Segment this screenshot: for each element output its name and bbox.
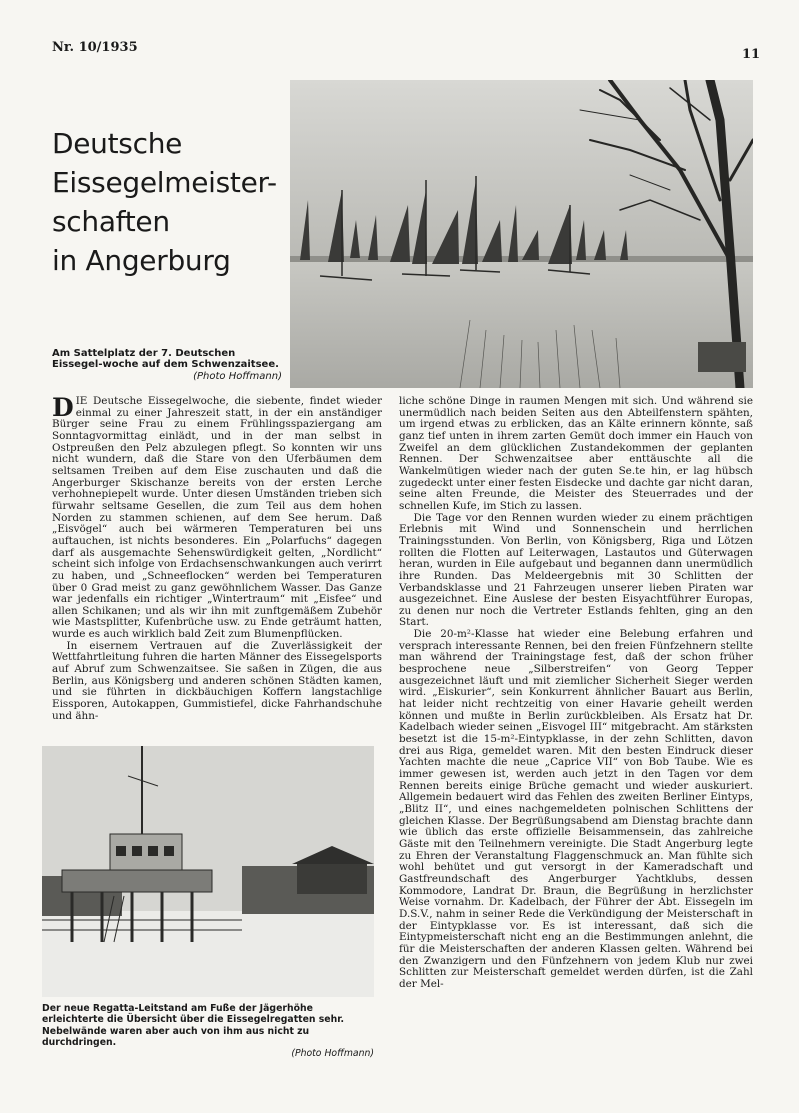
top-photo-caption xyxy=(52,348,282,382)
photo-credit: (Photo Hoffmann) xyxy=(193,370,282,382)
paragraph: liche schöne Dinge in raumen Mengen mit sich. Und während sie unermüdlich nach beiden Seiten aus den Abteilfenstern spähten, um irgend etwas zu erblicken, das an Kälte erinnern könnte, saß ganz tief unten in ihrem zarten Gemüt doch immer ein Hauch von Zweifel an dem glücklichen Zustandekommen der geplanten Rennen. Der Schwenzaitsee aber enttäuschte all die Wankelmütigen wieder nach der guten Se.te hin, er lag hübsch zugedeckt unter einer festen Eisdecke und dachte gar nicht daran, seine alten Freunde, die Meister des Steuerrades und der schnellen Kufe, im Stich zu lassen. xyxy=(399,396,753,512)
regatta-tower-photo xyxy=(42,746,374,997)
paragraph-text: IE Deutsche Eissegelwoche, die siebente, findet wieder einmal zu einer Jahreszeit statt, in der ein anständiger Bürger seine Frau zu einem Frühlingsspaziergang am Sonntagvormittag einlädt, und in der man selbst in Ostpreußen den Pelz abzulegen pflegt. So konnten wir uns nicht wundern, daß die Stare von den Uferbäumen dem seltsamen Treiben auf dem Eise zuschauten und daß die Angerburger Skischanze bereits von der ersten Lerche verhohnepiepelt wurde. Unter diesen Umständen trieben sich fürwahr seltsame Gesellen, die zum Teil aus dem hohen Norden zu stammen schienen, auf dem See herum. Daß „Eisvögel“ auch bei wärmeren Temperaturen bei uns auftauchen, ist nichts besonderes. Ein „Polarfuchs“ dagegen darf als ausgemachte Sehenswürdigkeit gelten, „Nordlicht“ scheint sich infolge von Erdachsenschwankungen auch verirrt zu haben, und „Schneeflocken“ werden bei Temperaturen über 0 Grad meist zu ganz gewöhnlichem Wasser. Das Ganze war jedenfalls ein richtiger „Wintertraum“ mit „Eisfee“ und allen Schikanen; und als wir ihn mit zunftgemäßem Zubehör wie Mastsplitter, Kufenbrüche usw. zu Ende geträumt hatten, wurde es auch wirklich bald Zeit zum Blumenpflücken. xyxy=(52,396,382,641)
paragraph xyxy=(52,396,382,641)
title-line: Eissegelmeister- xyxy=(52,166,277,199)
caption-text: Der neue Regatta-Leitstand am Fuße der Jägerhöhe erleichterte die Übersicht über die Eissegelregatten sehr. Nebelwände waren aber auch von ihm aus nicht zu durchdringen. xyxy=(42,1003,344,1048)
paragraph: In eisernem Vertrauen auf die Zuverlässigkeit der Wettfahrtleitung fuhren die harten Männer des Eissegelsports auf Abruf zum Schwenzaitsee. Sie saßen in Zügen, die aus Berlin, aus Königsberg und anderen schönen Städten kamen, und sie führten in dickbäuchigen Koffern langstachlige Eissporen, Autokappen, Gummistiefel, dicke Fahrhandschuhe und ähn- xyxy=(52,639,382,722)
caption-text: Am Sattelplatz der 7. Deutschen Eissegel-woche auf dem Schwenzaitsee. xyxy=(52,348,279,371)
ice-yachts-photo xyxy=(290,80,753,388)
drop-cap: D xyxy=(52,396,74,422)
article-column-right xyxy=(399,396,753,1068)
bottom-photo-caption xyxy=(42,1003,374,1059)
paragraph: Die 20-m²-Klasse hat wieder eine Belebung erfahren und versprach interessante Rennen, bei den freien Fünfzehnern stellte man während der Trainingstage fest, daß der schon früher besprochene neue „Silberstreifen“ von Georg Tepper ausgezeichnet läuft und mit ziemlicher Sicherheit Sieger werden wird. „Eiskurier“, sein Konkurrent ähnlicher Bauart aus Berlin, hat leider nicht rechtzeitig von einer Havarie geheilt werden können und mußte in Berlin zurückbleiben. Als Ersatz hat Dr. Kadelbach wieder seinen „Eisvogel III“ mitgebracht. Am stärksten besetzt ist die 15-m²-Eintypklasse, in der zehn Schlitten, davon drei aus Riga, gemeldet waren. Mit den besten Eindruck dieser Yachten machte die neue „Caprice VII“ von Bob Taube. Wie es immer gewesen ist, werden auch jetzt in den Tagen vor dem Rennen bereits einige Brüche gemacht und wieder auskuriert. Allgemein bedauert wird das Fehlen des zweiten Berliner Eintyps, „Blitz II“, und eines nachgemeldeten polnischen Schlittens der gleichen Klasse. Der Begrüßungsabend am Dienstag brachte dann wie üblich das erste offizielle Beisammensein, das zahlreiche Gäste mit den Teilnehmern vereinigte. Die Stadt Angerburg legte zu Ehren der Veranstaltung Flaggenschmuck an. Man fühlte sich wohl behütet und gut versorgt in der Kameradschaft und Gastfreundschaft des Angerburger Yachtklubs, dessen Kommodore, Landrat Dr. Braun, die Begrüßung in herzlichster Weise vornahm. Dr. Kadelbach, der Führer der Abt. Eissegeln im D.S.V., nahm in seiner Rede die Verkündigung der Meisterschaft in der Eintypklasse vor. Es ist interessant, daß sich die Eintypmeisterschaft nicht eng an die Bestimmungen anlehnt, die für die Meisterschaften der anderen Klassen gelten. Während bei den Zwanzigern und den Fünfzehnern von jedem Klub nur zwei Schlitten zur Meisterschaft gemeldet werden dürfen, ist die Zahl der Mel- xyxy=(399,628,753,990)
page-number: 11 xyxy=(742,47,761,62)
title-line: schaften xyxy=(52,205,170,238)
photo-credit: (Photo Hoffmann) xyxy=(291,1048,374,1060)
article-column-left xyxy=(52,396,382,742)
paragraph: Die Tage vor den Rennen wurden wieder zu einem prächtigen Erlebnis mit Wind und Sonnenschein und herrlichen Trainingsstunden. Von Berlin, von Königsberg, Riga und Lötzen rollten die Flotten auf Leiterwagen, Lastautos und Güterwagen heran, wurden in Eile aufgebaut und begannen dann unermüdlich ihre Runden. Das Meldeergebnis mit 30 Schlitten der Verbandsklasse und 21 Fahrzeugen unserer lieben Piraten war ausgezeichnet. Eine Auslese der besten Eisyachtführer Europas, zu denen nur noch die Vertreter Estlands fehlten, ging an den Start. xyxy=(399,511,753,629)
title-line: in Angerburg xyxy=(52,244,231,277)
issue-number: Nr. 10/1935 xyxy=(52,40,138,55)
article-title xyxy=(52,124,282,280)
title-line: Deutsche xyxy=(52,127,183,160)
